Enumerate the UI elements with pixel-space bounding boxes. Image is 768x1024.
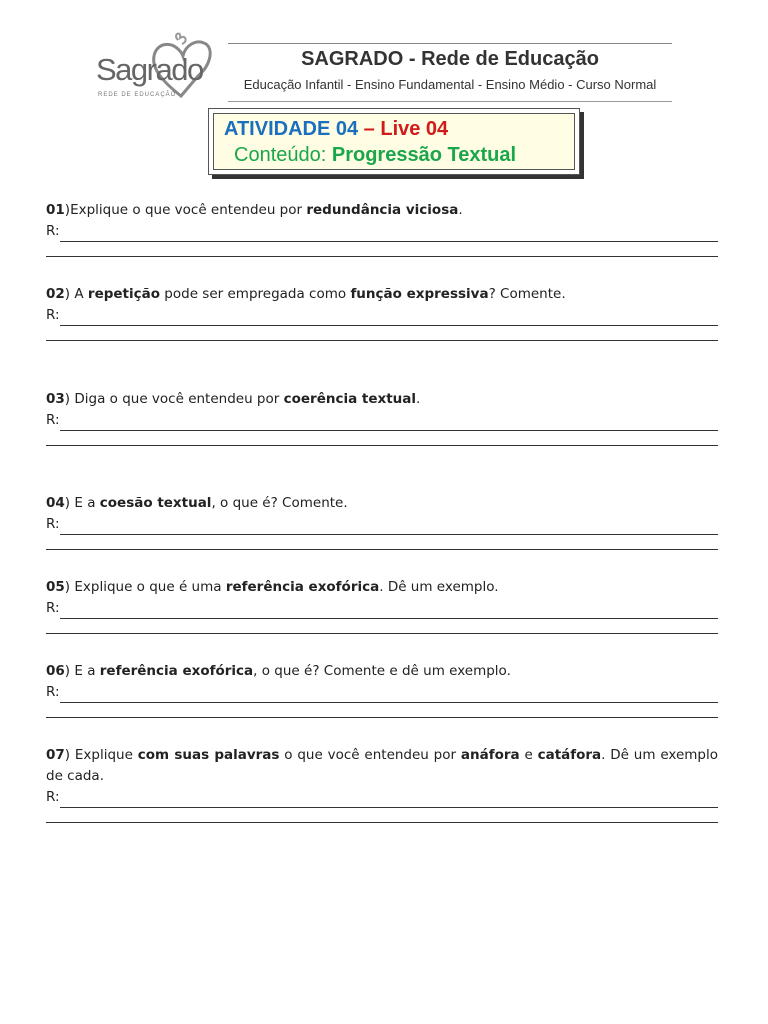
- activity-label: ATIVIDADE 04: [224, 118, 359, 140]
- question-05: [46, 577, 718, 634]
- question-06: [46, 661, 718, 718]
- question-text: 07) Explique com suas palavras o que você entendeu por anáfora e catáfora. Dê um exemplo de cada.: [46, 747, 719, 784]
- question-01: [46, 200, 718, 257]
- question-text: 01)Explique o que você entendeu por redundância viciosa.: [46, 202, 463, 218]
- sagrado-logo: [96, 32, 214, 104]
- question-text: 06) E a referência exofórica, o que é? Comente e dê um exemplo.: [46, 663, 511, 679]
- question-03: [46, 389, 718, 446]
- question-02: [46, 284, 718, 341]
- activity-line: [224, 118, 448, 141]
- header-bottom-divider: [228, 101, 672, 102]
- question-text: 04) E a coesão textual, o que é? Comente.: [46, 495, 348, 511]
- header-top-divider: [228, 43, 672, 44]
- answer-line[interactable]: R:: [46, 787, 718, 808]
- question-text: 02) A repetição pode ser empregada como função expressiva? Comente.: [46, 286, 566, 302]
- answer-line-extra[interactable]: [46, 808, 718, 823]
- answer-line-extra[interactable]: [46, 535, 718, 550]
- answer-line-extra[interactable]: [46, 242, 718, 257]
- question-04: [46, 493, 718, 550]
- answer-line[interactable]: R:: [46, 514, 718, 535]
- logo-subtext: REDE DE EDUCAÇÃO: [98, 92, 177, 98]
- activity-title-inner: [213, 113, 575, 170]
- answer-line-extra[interactable]: [46, 619, 718, 634]
- answer-line-extra[interactable]: [46, 326, 718, 341]
- question-text: 03) Diga o que você entendeu por coerência textual.: [46, 391, 421, 407]
- question-text: 05) Explique o que é uma referência exofórica. Dê um exemplo.: [46, 579, 499, 595]
- answer-line-extra[interactable]: [46, 703, 718, 718]
- answer-line[interactable]: R:: [46, 682, 718, 703]
- answer-line[interactable]: R:: [46, 410, 718, 431]
- answer-line[interactable]: R:: [46, 598, 718, 619]
- answer-line[interactable]: R:: [46, 305, 718, 326]
- logo-wordmark: Sagrado: [96, 52, 203, 87]
- answer-line-extra[interactable]: [46, 431, 718, 446]
- activity-title-box: [208, 108, 580, 175]
- activity-dash: –: [363, 118, 375, 140]
- content-label: Conteúdo:: [234, 144, 327, 166]
- live-label: Live 04: [380, 118, 449, 140]
- question-07: [46, 745, 718, 823]
- content-value: Progressão Textual: [331, 144, 516, 166]
- school-title: SAGRADO - Rede de Educação: [301, 48, 599, 70]
- answer-line[interactable]: R:: [46, 221, 718, 242]
- school-subtitle: Educação Infantil - Ensino Fundamental - Ensino Médio - Curso Normal: [243, 77, 657, 92]
- content-line: [234, 144, 516, 167]
